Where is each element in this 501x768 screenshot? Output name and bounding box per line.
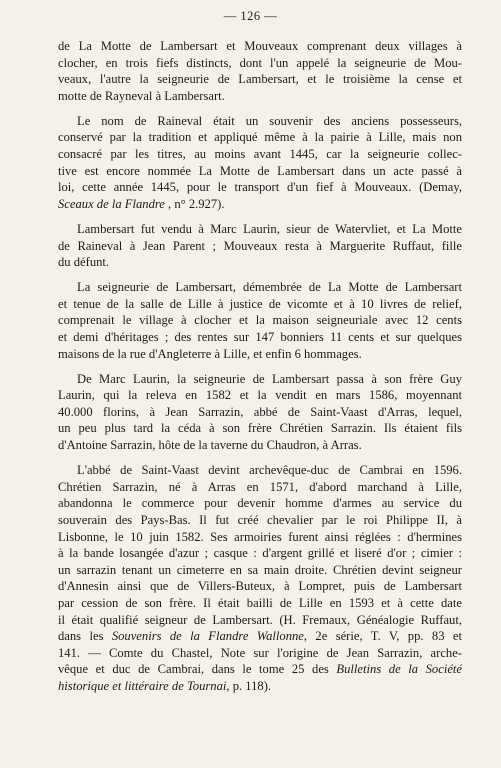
text-segment: il était qualifié seigneur de Lambersart. (H. Fremaux, Généalogie Ruffaut,	[58, 612, 462, 627]
text-segment: Chrétien Sarrazin, né à Arras en 1571, d'abord marchand à Lille,	[58, 479, 462, 494]
text-segment: Le nom de Raineval était un souvenir des anciens possesseurs,	[77, 113, 462, 128]
text-segment: Lisbonne, le 10 juin 1582. Ses armoiries furent ainsi réglées : d'hermines	[58, 529, 462, 544]
text-line	[39, 329, 462, 346]
text-line	[39, 279, 462, 296]
text-line	[39, 678, 462, 695]
text-line	[39, 595, 462, 612]
text-segment: Lambersart fut vendu à Marc Laurin, sieur de Watervliet, et La Motte	[77, 221, 462, 236]
text-line	[39, 645, 462, 662]
text-line	[39, 129, 462, 146]
text-segment: 141. — Comte du Chastel, Note sur l'origine de Jean Sarrazin, arche-	[58, 645, 462, 660]
text-line	[39, 238, 462, 255]
text-segment: à la bande losangée d'azur ; casque : d'argent grillé et liseré d'or ; cimier :	[58, 546, 462, 561]
text-line	[39, 196, 462, 213]
italic-title: historique et littéraire de Tournai	[58, 678, 227, 693]
text-line	[39, 387, 462, 404]
text-segment: consacré par les titres, au moins avant 1445, car la seigneurie collec-	[58, 147, 462, 162]
text-line	[39, 529, 462, 546]
text-segment: de Raineval à Jean Parent ; Mouveaux resta à Marguerite Ruffaut, fille	[58, 238, 462, 253]
text-line	[39, 512, 462, 529]
text-segment: veaux, l'autre la seigneurie de Lambersart, et le troisième la cense et	[58, 72, 462, 87]
text-line	[39, 88, 462, 105]
text-segment: et tenue de la salle de Lille à justice de vicomte et à 10 livres de relief,	[58, 296, 462, 311]
text-segment: tive est encore nommée La Motte de Lambersart dans un acte passé à	[58, 163, 462, 178]
text-line	[39, 479, 462, 496]
text-line	[39, 462, 462, 479]
text-segment: d'Antoine Sarrazin, hôte de la taverne du Chaudron, à Arras.	[58, 438, 362, 453]
text-line	[39, 562, 462, 579]
text-segment: du défunt.	[58, 255, 110, 270]
text-line	[39, 146, 462, 163]
text-line	[39, 545, 462, 562]
text-segment: de La Motte de Lambersart et Mouveaux comprenant deux villages à	[58, 39, 462, 53]
text-segment: vêque et duc de Cambrai, dans le tome 25 des	[58, 662, 337, 677]
text-line	[39, 420, 462, 437]
text-line	[39, 404, 462, 421]
text-line	[39, 55, 462, 72]
italic-title: Souvenirs de la Flandre Wallonne	[111, 629, 304, 644]
text-line	[39, 346, 462, 363]
italic-title: Bulletins de la Société	[336, 662, 462, 677]
text-segment: Laurin, qui la releva en 1582 et la vendit en mars 1586, moyennant	[58, 388, 462, 403]
text-segment: La seigneurie de Lambersart, démembrée de La Motte de Lambersart	[77, 280, 462, 295]
paragraph-3	[39, 221, 462, 271]
text-segment: loi, cette année 1445, pour le transport d'un fief à Mouveaux. (Demay,	[58, 180, 462, 195]
text-segment: un sarrazin tenant un cimeterre en sa main droite. Chrétien devint seigneur	[58, 562, 462, 577]
text-line	[39, 628, 462, 645]
text-segment: L'abbé de Saint-Vaast devint archevêque-duc de Cambrai en 1596.	[77, 463, 462, 478]
text-line	[39, 312, 462, 329]
text-line	[39, 38, 462, 55]
text-line	[39, 371, 462, 388]
text-line	[39, 113, 462, 130]
text-line	[39, 437, 462, 454]
text-segment: un peu plus tard la céda à son frère Chrétien Sarrazin. Ils étaient fils	[58, 421, 462, 436]
text-segment: par cession de son frère. Il était bailli de Lille en 1593 et à cette date	[58, 595, 462, 610]
text-line	[39, 71, 462, 88]
text-segment: comprenait le village à clocher et la maison seigneuriale avec 12 cents	[58, 313, 462, 328]
text-line	[39, 661, 462, 678]
text-line	[39, 495, 462, 512]
paragraph-4	[39, 279, 462, 362]
text-segment: conservé par la tradition et appliqué même à la pairie à Lille, mais non	[58, 130, 462, 145]
text-line	[39, 612, 462, 629]
text-segment: clocher, en trois fiefs distincts, dont l'un appelé la seigneurie de Mou-	[58, 55, 462, 70]
text-line	[39, 296, 462, 313]
paragraph-2	[39, 113, 462, 213]
body-text	[39, 38, 462, 703]
text-segment: De Marc Laurin, la seigneurie de Lambersart passa à son frère Guy	[77, 371, 462, 386]
text-segment: dans les	[58, 629, 112, 644]
text-line	[39, 179, 462, 196]
text-segment: et demi d'héritages ; des rentes sur 147 bonniers 11 cents et sur quelques	[58, 330, 462, 344]
text-line	[39, 163, 462, 180]
text-segment: 40.000 florins, à Jean Sarrazin, abbé de Saint-Vaast d'Arras, lequel,	[58, 404, 462, 419]
text-segment: maisons de la rue d'Angleterre à Lille, et enfin 6 hommages.	[58, 346, 362, 361]
text-segment: , 2e série, T. V, pp. 83 et	[303, 629, 462, 644]
text-segment: d'Annesin ainsi que de Villers-Buteux, à Lompret, puis de Lambersart	[58, 579, 462, 594]
text-segment: , n° 2.927).	[164, 196, 225, 211]
text-line	[39, 578, 462, 595]
italic-title: Sceaux de la Flandre	[58, 196, 165, 211]
text-line	[39, 221, 462, 238]
paragraph-1	[39, 38, 462, 104]
text-line	[39, 254, 462, 271]
text-segment: abandonna le commerce pour devenir homme d'armes au service du	[58, 496, 462, 511]
text-segment: , p. 118).	[226, 678, 272, 693]
paragraph-6	[39, 462, 462, 694]
page-number: — 126 —	[223, 9, 278, 23]
paragraph-5	[39, 371, 462, 454]
text-segment: motte de Rayneval à Lambersart.	[58, 88, 225, 103]
text-segment: souverain des Pays-Bas. Il fut créé chevalier par le roi Philippe II, à	[58, 512, 462, 527]
